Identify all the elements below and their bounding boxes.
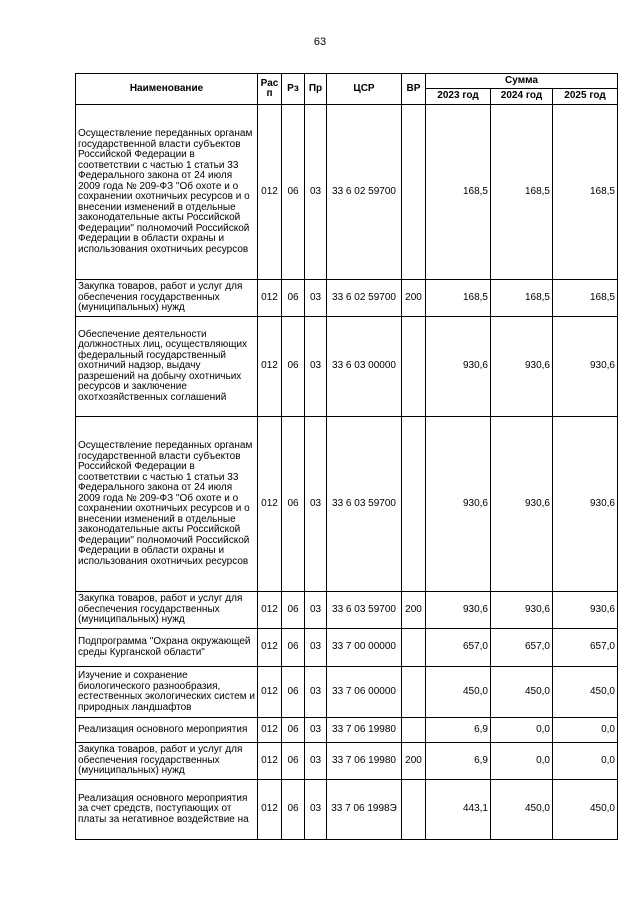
row-name: Осуществление переданных органам государственной власти субъектов Российской Федерации в соответствии с частью 1 статьи 33 Федерального закона от 24 июля 2009 года № 209-ФЗ "Об охоте и о сохранении охотничьих ресурсов и о внесении изменений в отдельные законодательные акты Российской Федерации" полномочий Российской Федерации в области охраны и использования охотничьих ресурсов [76,105,258,280]
row-name: Реализация основного мероприятия [76,718,258,743]
row-pr: 03 [305,629,327,667]
row-name: Осуществление переданных органам государственной власти субъектов Российской Федерации в соответствии с частью 1 статьи 33 Федерального закона от 24 июля 2009 года № 209-ФЗ "Об охоте и о сохранении охотничьих ресурсов и о внесении изменений в отдельные законодательные акты Российской Федерации" полномочий Российской Федерации в области охраны и использования охотничьих ресурсов [76,417,258,592]
row-sum-2025: 168,5 [553,280,618,317]
row-name: Подпрограмма "Охрана окружающей среды Курганской области" [76,629,258,667]
row-sum-2024: 450,0 [491,667,553,718]
row-sum-2023: 6,9 [426,718,491,743]
row-sum-2024: 657,0 [491,629,553,667]
row-vr [402,667,426,718]
row-sum-2024: 450,0 [491,780,553,840]
row-sum-2023: 930,6 [426,592,491,629]
header-rz: Рз [282,74,305,105]
row-name: Закупка товаров, работ и услуг для обеспечения государственных (муниципальных) нужд [76,592,258,629]
row-rz: 06 [282,780,305,840]
table-row [76,743,618,780]
header-name: Наименование [76,74,258,105]
row-sum-2023: 657,0 [426,629,491,667]
budget-table [75,73,618,840]
row-pr: 03 [305,317,327,417]
row-rz: 06 [282,592,305,629]
row-csr: 33 7 06 00000 [327,667,402,718]
row-rasp: 012 [258,317,282,417]
row-sum-2025: 168,5 [553,105,618,280]
row-sum-2025: 450,0 [553,780,618,840]
table-row [76,417,618,592]
row-pr: 03 [305,743,327,780]
row-sum-2024: 930,6 [491,417,553,592]
row-rasp: 012 [258,592,282,629]
table-row [76,667,618,718]
row-csr: 33 6 03 00000 [327,317,402,417]
row-sum-2023: 6,9 [426,743,491,780]
row-csr: 33 7 00 00000 [327,629,402,667]
row-sum-2025: 930,6 [553,592,618,629]
row-sum-2024: 930,6 [491,592,553,629]
table-row [76,317,618,417]
row-name: Обеспечение деятельности должностных лиц, осуществляющих федеральный государственный охотничий надзор, выдачу разрешений на добычу охотничьих ресурсов и заключение охотхозяйственных соглашений [76,317,258,417]
row-pr: 03 [305,780,327,840]
row-rz: 06 [282,280,305,317]
table-row [76,718,618,743]
row-sum-2024: 0,0 [491,743,553,780]
row-vr [402,718,426,743]
table-row [76,780,618,840]
row-csr: 33 7 06 19980 [327,718,402,743]
row-vr [402,629,426,667]
row-rz: 06 [282,317,305,417]
row-rasp: 012 [258,629,282,667]
row-rz: 06 [282,105,305,280]
table-row [76,592,618,629]
row-rasp: 012 [258,105,282,280]
row-sum-2024: 168,5 [491,105,553,280]
row-csr: 33 6 02 59700 [327,105,402,280]
row-sum-2023: 168,5 [426,280,491,317]
row-sum-2025: 450,0 [553,667,618,718]
row-vr [402,317,426,417]
row-csr: 33 6 03 59700 [327,417,402,592]
row-rz: 06 [282,718,305,743]
row-csr: 33 6 03 59700 [327,592,402,629]
row-sum-2025: 930,6 [553,317,618,417]
row-sum-2025: 0,0 [553,718,618,743]
row-rasp: 012 [258,743,282,780]
page-number: 63 [313,36,327,48]
row-rasp: 012 [258,280,282,317]
row-csr: 33 6 02 59700 [327,280,402,317]
header-vr: ВР [402,74,426,105]
header-rasp: Рас п [258,74,282,105]
row-sum-2023: 930,6 [426,317,491,417]
row-vr: 200 [402,743,426,780]
header-year-2023: 2023 год [426,89,491,105]
row-sum-2024: 168,5 [491,280,553,317]
table-row [76,629,618,667]
header-pr: Пр [305,74,327,105]
row-name: Закупка товаров, работ и услуг для обеспечения государственных (муниципальных) нужд [76,743,258,780]
row-rz: 06 [282,629,305,667]
row-name: Закупка товаров, работ и услуг для обеспечения государственных (муниципальных) нужд [76,280,258,317]
row-csr: 33 7 06 19980 [327,743,402,780]
row-sum-2024: 0,0 [491,718,553,743]
row-pr: 03 [305,105,327,280]
row-sum-2024: 930,6 [491,317,553,417]
row-rz: 06 [282,743,305,780]
row-name: Реализация основного мероприятия за счет средств, поступающих от платы за негативное воздействие на [76,780,258,840]
row-rasp: 012 [258,718,282,743]
row-sum-2023: 450,0 [426,667,491,718]
row-pr: 03 [305,280,327,317]
row-vr [402,417,426,592]
row-rasp: 012 [258,417,282,592]
row-sum-2023: 443,1 [426,780,491,840]
row-sum-2025: 657,0 [553,629,618,667]
row-sum-2023: 168,5 [426,105,491,280]
row-vr: 200 [402,280,426,317]
header-year-2025: 2025 год [553,89,618,105]
row-rz: 06 [282,667,305,718]
table-row [76,280,618,317]
row-rasp: 012 [258,780,282,840]
header-sum: Сумма [426,74,618,89]
header-csr: ЦСР [327,74,402,105]
row-sum-2023: 930,6 [426,417,491,592]
row-vr: 200 [402,592,426,629]
row-sum-2025: 0,0 [553,743,618,780]
row-sum-2025: 930,6 [553,417,618,592]
row-vr [402,105,426,280]
row-pr: 03 [305,592,327,629]
row-pr: 03 [305,417,327,592]
row-rz: 06 [282,417,305,592]
row-pr: 03 [305,667,327,718]
row-name: Изучение и сохранение биологического разнообразия, естественных экологических систем и природных ландшафтов [76,667,258,718]
row-vr [402,780,426,840]
row-rasp: 012 [258,667,282,718]
row-pr: 03 [305,718,327,743]
header-year-2024: 2024 год [491,89,553,105]
table-row [76,105,618,280]
row-csr: 33 7 06 1998Э [327,780,402,840]
